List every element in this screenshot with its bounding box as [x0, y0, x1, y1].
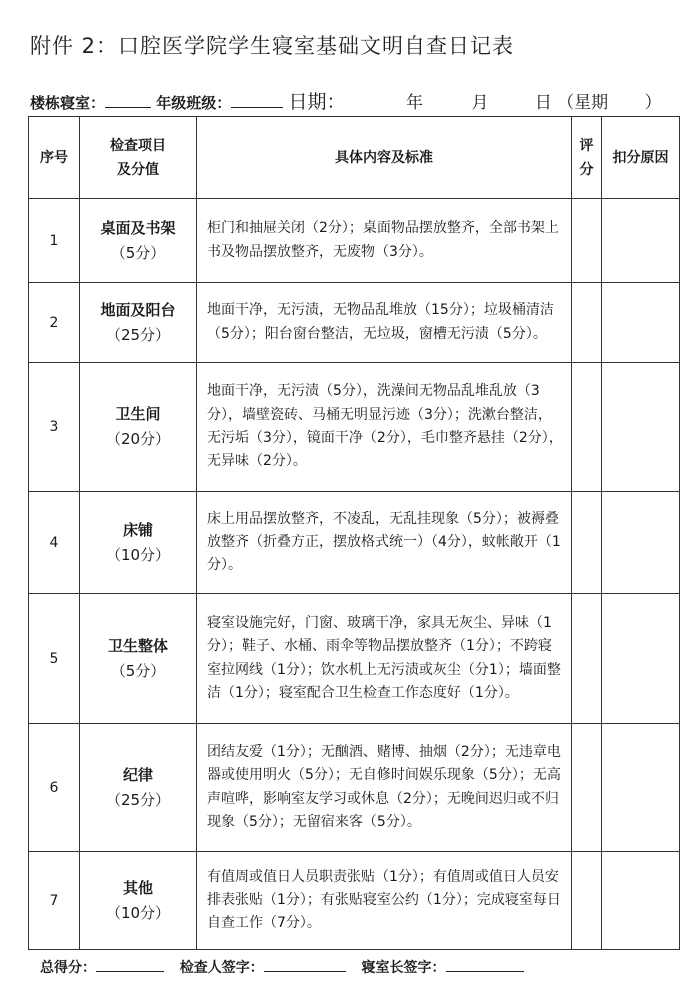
inspector-signature-blank[interactable]: [264, 958, 346, 972]
row-item: [80, 283, 197, 363]
row-reason-cell[interactable]: [602, 199, 680, 283]
header-score: [572, 117, 602, 199]
row-seq: 6: [29, 724, 80, 852]
row-item-score: （10分）: [105, 903, 171, 922]
row-seq: 7: [29, 852, 80, 950]
row-seq: 5: [29, 594, 80, 724]
row-seq: 1: [29, 199, 80, 283]
row-reason-cell[interactable]: [602, 852, 680, 950]
signature-footer: [40, 957, 524, 977]
row-item-name: 卫生整体: [107, 636, 168, 655]
weekday-close-label: ）: [644, 93, 662, 113]
row-item-name: 床铺: [122, 520, 153, 539]
row-item-name: 地面及阳台: [100, 300, 176, 319]
row-content: 地面干净，无污渍，无物品乱堆放（15分）；垃圾桶清洁（5分）；阳台窗台整洁，无垃圾，窗槽无污渍（5分）。: [197, 283, 572, 363]
row-reason-cell[interactable]: [602, 492, 680, 594]
inspector-signature-label: 检查人签字：: [179, 960, 264, 976]
row-score-cell[interactable]: [572, 724, 602, 852]
row-score-cell[interactable]: [572, 492, 602, 594]
row-reason-cell[interactable]: [602, 724, 680, 852]
table-row: [29, 492, 680, 594]
header-score-line1: 评: [579, 137, 594, 154]
month-label: 月: [471, 93, 489, 113]
row-seq: 3: [29, 363, 80, 492]
table-row: [29, 724, 680, 852]
row-content: 床上用品摆放整齐，不凌乱，无乱挂现象（5分）；被褥叠放整齐（折叠方正，摆放格式统一）（4分），蚊帐敞开（1分）。: [197, 492, 572, 594]
row-item-score: （5分）: [110, 661, 166, 680]
row-score-cell[interactable]: [572, 283, 602, 363]
row-item-name: 其他: [122, 878, 153, 897]
row-seq: 2: [29, 283, 80, 363]
weekday-open-label: （星期: [557, 93, 609, 113]
table-row: [29, 363, 680, 492]
row-seq: 4: [29, 492, 80, 594]
row-reason-cell[interactable]: [602, 594, 680, 724]
header-content: 具体内容及标准: [197, 117, 572, 199]
year-label: 年: [405, 93, 423, 113]
row-content: 地面干净，无污渍（5分），洗澡间无物品乱堆乱放（3分），墙壁瓷砖、马桶无明显污迹（3分）；洗漱台整洁，无污垢（3分），镜面干净（2分），毛巾整齐悬挂（2分），无异味（2分）。: [197, 363, 572, 492]
row-item-score: （20分）: [105, 430, 171, 448]
table-row: [29, 283, 680, 363]
row-reason-cell[interactable]: [602, 363, 680, 492]
row-score-cell[interactable]: [572, 199, 602, 283]
row-score-cell[interactable]: [572, 363, 602, 492]
header-seq: 序号: [29, 117, 80, 199]
row-item: [80, 594, 197, 724]
row-content: 柜门和抽屉关闭（2分）；桌面物品摆放整齐，全部书架上书及物品摆放整齐，无废物（3分）。: [197, 199, 572, 283]
row-item-name: 纪律: [122, 765, 153, 784]
row-item: [80, 363, 197, 492]
header-item-line1: 检查项目: [110, 137, 166, 154]
leader-signature-blank[interactable]: [446, 958, 524, 972]
row-item-score: （25分）: [105, 790, 171, 809]
table-row: [29, 199, 680, 283]
row-content: 有值周或值日人员职责张贴（1分）；有值周或值日人员安排表张贴（1分）；有张贴寝室公约（1分）；完成寝室每日自查工作（7分）。: [197, 852, 572, 950]
table-header-row: [29, 117, 680, 199]
header-info-line: [30, 87, 680, 114]
document-title: 附件 2：口腔医学院学生寝室基础文明自查日记表: [30, 34, 515, 58]
total-score-label: 总得分：: [40, 960, 96, 976]
inspection-table: [28, 116, 680, 950]
header-item: [80, 117, 197, 199]
building-label: 楼栋寝室：: [30, 94, 106, 112]
row-item-name: 桌面及书架: [100, 218, 176, 237]
row-item: [80, 852, 197, 950]
row-score-cell[interactable]: [572, 594, 602, 724]
row-item: [80, 199, 197, 283]
table-row: [29, 852, 680, 950]
grade-label: 年级班级：: [156, 94, 232, 112]
row-reason-cell[interactable]: [602, 283, 680, 363]
table-row: [29, 594, 680, 724]
leader-signature-label: 寝室长签字：: [361, 960, 446, 976]
total-score-blank[interactable]: [96, 958, 164, 972]
row-item: [80, 724, 197, 852]
row-item-score: （5分）: [110, 243, 166, 262]
header-item-line2: 及分值: [117, 161, 159, 178]
row-item-name: 卫生间: [115, 405, 161, 423]
building-blank[interactable]: [105, 93, 151, 108]
row-item-score: （25分）: [105, 325, 171, 344]
header-reason: 扣分原因: [602, 117, 680, 199]
row-content: 团结友爱（1分）；无酗酒、赌博、抽烟（2分）；无违章电器或使用明火（5分）；无自修时间娱乐现象（5分）；无高声喧哗，影响室友学习或休息（2分）；无晚间迟归或不归现象（5分）；无留宿来客（5分）。: [197, 724, 572, 852]
row-item: [80, 492, 197, 594]
row-score-cell[interactable]: [572, 852, 602, 950]
header-score-line2: 分: [579, 161, 594, 178]
day-label: 日: [534, 93, 552, 113]
row-content: 寝室设施完好，门窗、玻璃干净，家具无灰尘、异味（1分）；鞋子、水桶、雨伞等物品摆放整齐（1分）；不跨寝室拉网线（1分）；饮水机上无污渍或灰尘（分1）；墙面整洁（1分）；寝室配合卫生检查工作态度好（1分）。: [197, 594, 572, 724]
grade-blank[interactable]: [231, 93, 283, 108]
date-label: 日期：: [288, 91, 346, 113]
row-item-score: （10分）: [105, 545, 171, 564]
